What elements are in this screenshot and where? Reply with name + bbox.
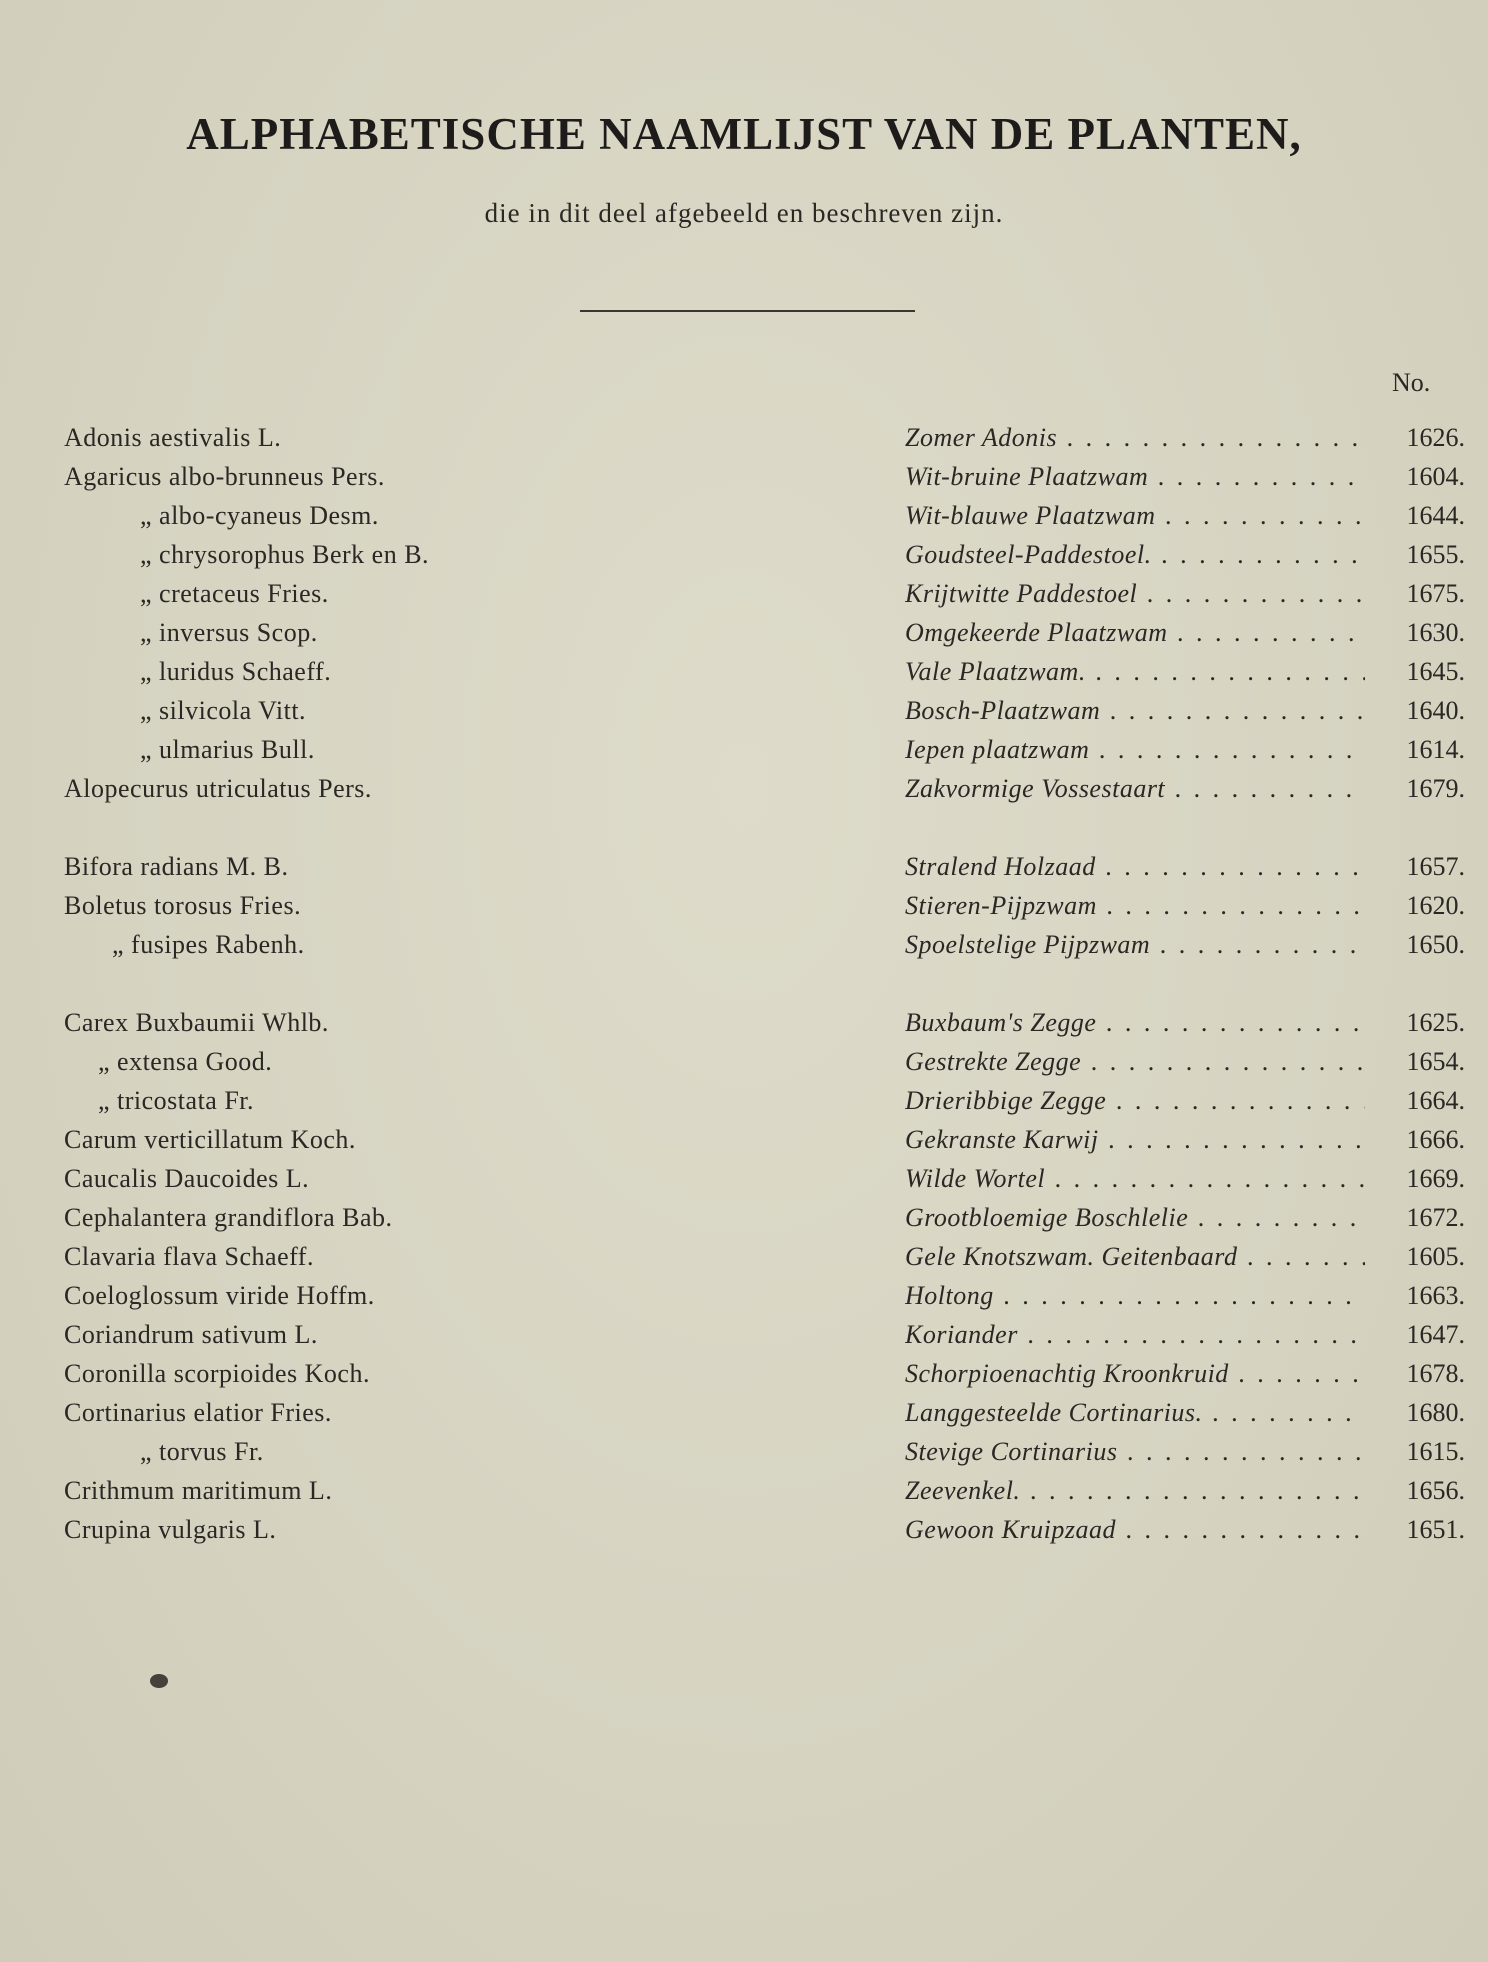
latin-name: Adonis aestivalis L. (64, 423, 282, 452)
latin-name: Carex Buxbaumii Whlb. (64, 1008, 329, 1037)
latin-name: „ fusipes Rabenh. (112, 930, 305, 959)
dutch-name: Gestrekte Zegge . . . (905, 1042, 1365, 1081)
latin-name: Bifora radians M. B. (64, 852, 289, 881)
plate-number: 1655. (1406, 540, 1465, 569)
plate-number: 1656. (1406, 1476, 1465, 1505)
list-item (0, 1042, 1488, 1081)
plate-number: 1654. (1406, 1047, 1465, 1076)
list-item (0, 1003, 1488, 1042)
dutch-name: Langgesteelde Cortinarius. . . . (905, 1393, 1365, 1432)
plate-number: 1630. (1406, 618, 1465, 647)
list-item (0, 1120, 1488, 1159)
list-item (0, 1081, 1488, 1120)
dutch-name: Gekranste Karwij . . . (905, 1120, 1365, 1159)
plate-number: 1678. (1406, 1359, 1465, 1388)
plate-number: 1651. (1406, 1515, 1465, 1544)
plate-number: 1679. (1406, 774, 1465, 803)
dutch-name: Vale Plaatzwam. . . . (905, 652, 1365, 691)
latin-name: „ luridus Schaeff. (140, 657, 332, 686)
list-item (0, 1510, 1488, 1549)
ink-blot (150, 1674, 168, 1688)
latin-name: Coeloglossum viride Hoffm. (64, 1281, 375, 1310)
plate-number: 1663. (1406, 1281, 1465, 1310)
plate-number: 1604. (1406, 462, 1465, 491)
list-item (0, 769, 1488, 808)
plate-number: 1647. (1406, 1320, 1465, 1349)
dutch-name: Holtong . . . (905, 1276, 1365, 1315)
dutch-name: Goudsteel-Paddestoel. . . . (905, 535, 1365, 574)
dutch-name: Omgekeerde Plaatzwam . . . (905, 613, 1365, 652)
list-item (0, 652, 1488, 691)
dutch-name: Zakvormige Vossestaart . . . (905, 769, 1365, 808)
plate-number: 1640. (1406, 696, 1465, 725)
list-item (0, 613, 1488, 652)
latin-name: Crupina vulgaris L. (64, 1515, 277, 1544)
latin-name: Cortinarius elatior Fries. (64, 1398, 332, 1427)
latin-name: Cephalantera grandiflora Bab. (64, 1203, 393, 1232)
list-item (0, 847, 1488, 886)
latin-name: Coronilla scorpioides Koch. (64, 1359, 370, 1388)
list-item (0, 496, 1488, 535)
list-item (0, 925, 1488, 964)
list-item (0, 1276, 1488, 1315)
number-column-header: No. (1392, 368, 1431, 397)
latin-name: Boletus torosus Fries. (64, 891, 302, 920)
list-item (0, 886, 1488, 925)
latin-name: Alopecurus utriculatus Pers. (64, 774, 372, 803)
plate-number: 1666. (1406, 1125, 1465, 1154)
list-item (0, 1471, 1488, 1510)
latin-name: „ albo-cyaneus Desm. (140, 501, 379, 530)
plate-number: 1650. (1406, 930, 1465, 959)
list-item (0, 1432, 1488, 1471)
dutch-name: Wit-blauwe Plaatzwam . . . (905, 496, 1365, 535)
latin-name: „ tricostata Fr. (98, 1086, 255, 1115)
list-item (0, 1354, 1488, 1393)
plate-number: 1626. (1406, 423, 1465, 452)
dutch-name: Bosch-Plaatzwam . . . (905, 691, 1365, 730)
list-item (0, 574, 1488, 613)
latin-name: Agaricus albo-brunneus Pers. (64, 462, 385, 491)
list-item (0, 1393, 1488, 1432)
dutch-name: Stralend Holzaad . . . (905, 847, 1365, 886)
latin-name: „ chrysorophus Berk en B. (140, 540, 430, 569)
plate-number: 1620. (1406, 891, 1465, 920)
latin-name: „ torvus Fr. (140, 1437, 264, 1466)
latin-name: Crithmum maritimum L. (64, 1476, 333, 1505)
latin-name: „ inversus Scop. (140, 618, 318, 647)
latin-name: „ extensa Good. (98, 1047, 273, 1076)
dutch-name: Zomer Adonis . . . (905, 418, 1365, 457)
plate-number: 1664. (1406, 1086, 1465, 1115)
dutch-name: Stieren-Pijpzwam . . . (905, 886, 1365, 925)
dutch-name: Krijtwitte Paddestoel . . . (905, 574, 1365, 613)
dutch-name: Gele Knotszwam. Geitenbaard . . . (905, 1237, 1365, 1276)
dutch-name: Drieribbige Zegge . . . (905, 1081, 1365, 1120)
latin-name: Coriandrum sativum L. (64, 1320, 318, 1349)
plate-number: 1644. (1406, 501, 1465, 530)
plate-number: 1675. (1406, 579, 1465, 608)
list-item (0, 691, 1488, 730)
latin-name: „ cretaceus Fries. (140, 579, 329, 608)
dutch-name: Schorpioenachtig Kroonkruid . . . (905, 1354, 1365, 1393)
page-subtitle: die in dit deel afgebeeld en beschreven zijn. (484, 198, 1004, 228)
plate-number: 1605. (1406, 1242, 1465, 1271)
latin-name: Carum verticillatum Koch. (64, 1125, 356, 1154)
page-title: ALPHABETISCHE NAAMLIJST VAN DE PLANTEN, (186, 109, 1302, 159)
plate-number: 1615. (1406, 1437, 1465, 1466)
latin-name: Caucalis Daucoides L. (64, 1164, 310, 1193)
dutch-name: Grootbloemige Boschlelie . . . (905, 1198, 1365, 1237)
list-item (0, 1159, 1488, 1198)
dutch-name: Stevige Cortinarius . . . (905, 1432, 1365, 1471)
plate-number: 1669. (1406, 1164, 1465, 1193)
dutch-name: Wit-bruine Plaatzwam . . . (905, 457, 1365, 496)
plate-number: 1645. (1406, 657, 1465, 686)
plate-number: 1614. (1406, 735, 1465, 764)
list-item (0, 418, 1488, 457)
list-item (0, 535, 1488, 574)
dutch-name: Iepen plaatzwam . . . (905, 730, 1365, 769)
plate-number: 1625. (1406, 1008, 1465, 1037)
latin-name: „ ulmarius Bull. (140, 735, 315, 764)
dutch-name: Wilde Wortel . . . (905, 1159, 1365, 1198)
latin-name: Clavaria flava Schaeff. (64, 1242, 314, 1271)
title-divider (580, 310, 915, 312)
plate-number: 1680. (1406, 1398, 1465, 1427)
list-item (0, 1315, 1488, 1354)
plate-number: 1657. (1406, 852, 1465, 881)
dutch-name: Koriander . . . (905, 1315, 1365, 1354)
list-item (0, 1237, 1488, 1276)
plate-number: 1672. (1406, 1203, 1465, 1232)
list-item (0, 1198, 1488, 1237)
list-item (0, 730, 1488, 769)
dutch-name: Gewoon Kruipzaad . . . (905, 1510, 1365, 1549)
latin-name: „ silvicola Vitt. (140, 696, 307, 725)
list-item (0, 457, 1488, 496)
dutch-name: Zeevenkel. . . . (905, 1471, 1365, 1510)
dutch-name: Spoelstelige Pijpzwam . . . (905, 925, 1365, 964)
dutch-name: Buxbaum's Zegge . . . (905, 1003, 1365, 1042)
